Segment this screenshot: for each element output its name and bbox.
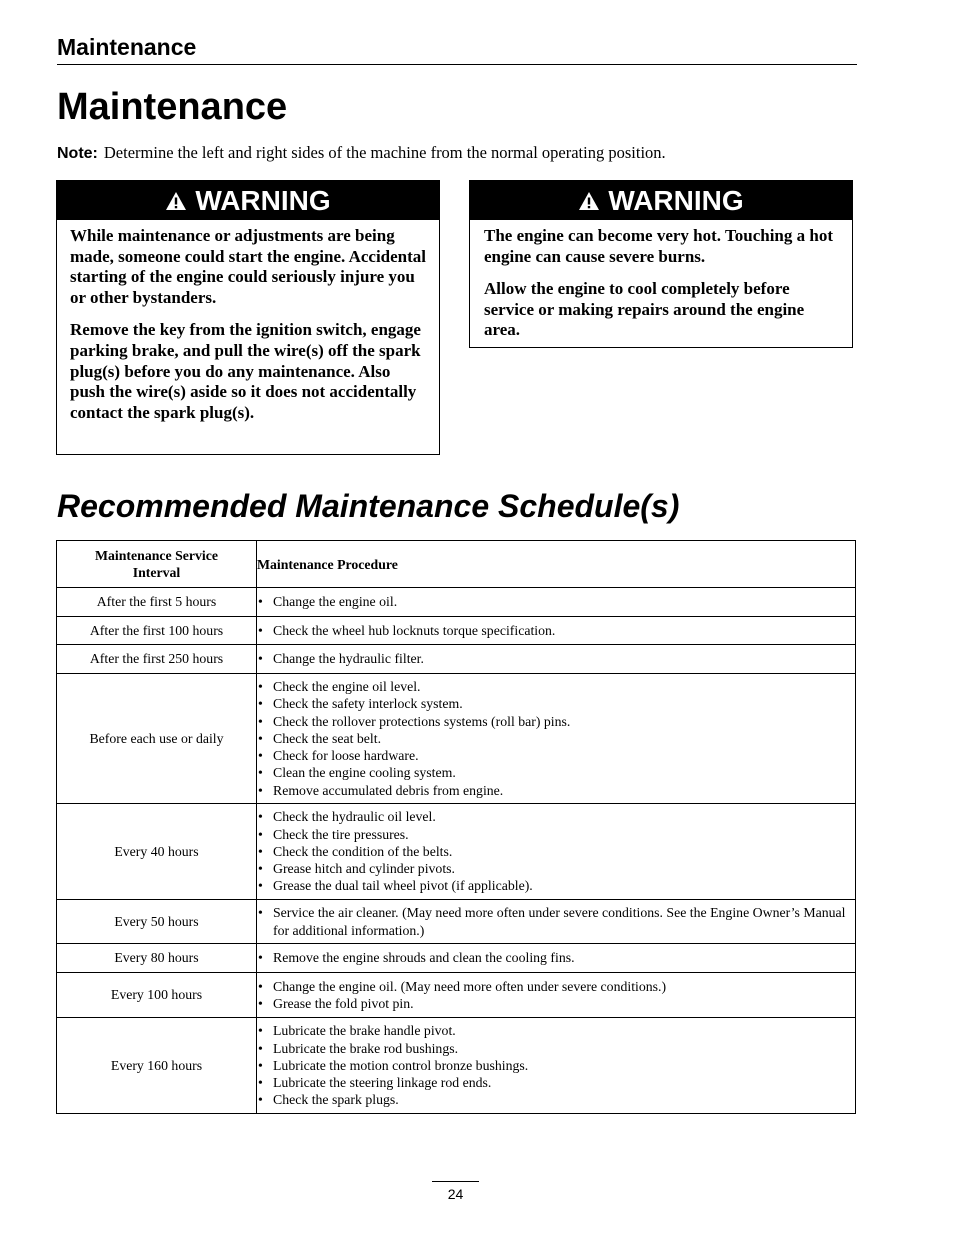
warning-box-maintenance — [56, 180, 440, 455]
procedure-item: • Change the hydraulic filter. — [257, 650, 855, 667]
procedure-cell — [257, 674, 856, 804]
schedule-title: Recommended Maintenance Schedule(s) — [57, 488, 680, 524]
table-row — [57, 900, 856, 944]
table-row — [57, 804, 856, 900]
service-interval: After the first 5 hours — [57, 588, 257, 617]
procedure-cell — [257, 588, 856, 617]
warning-heading: WARNING — [608, 184, 744, 216]
procedure-item: • Lubricate the motion control bronze bushings. — [257, 1057, 855, 1074]
procedure-item: • Grease the fold pivot pin. — [257, 995, 855, 1012]
service-interval: After the first 250 hours — [57, 645, 257, 674]
table-row — [57, 645, 856, 674]
service-interval: Every 50 hours — [57, 900, 257, 944]
service-interval: Before each use or daily — [57, 674, 257, 804]
procedure-item: • Check the seat belt. — [257, 730, 855, 747]
procedure-item: • Lubricate the steering linkage rod ends. — [257, 1074, 855, 1091]
procedure-cell — [257, 973, 856, 1018]
warning-box-hot-engine — [469, 180, 853, 348]
procedure-item: • Check the safety interlock system. — [257, 695, 855, 712]
procedure-item: • Grease the dual tail wheel pivot (if applicable). — [257, 877, 855, 894]
warning-body — [470, 220, 852, 349]
procedure-item: • Check the wheel hub locknuts torque specification. — [257, 622, 855, 639]
note-text: Determine the left and right sides of the machine from the normal operating position. — [103, 143, 666, 162]
table-row — [57, 973, 856, 1018]
procedure-list — [257, 904, 855, 938]
page-number: 24 — [432, 1181, 479, 1202]
procedure-item: • Grease hitch and cylinder pivots. — [257, 860, 855, 877]
header-procedure: Maintenance Procedure — [257, 541, 856, 588]
procedure-list — [257, 678, 855, 798]
procedure-item: • Service the air cleaner. (May need more often under severe conditions. See the Engine Owner’s Manual for additional information.) — [257, 904, 855, 938]
procedure-item: • Check the condition of the belts. — [257, 843, 855, 860]
procedure-cell — [257, 645, 856, 674]
procedure-cell — [257, 617, 856, 645]
warning-paragraph: Allow the engine to cool completely before service or making repairs around the engine area. — [484, 279, 805, 340]
procedure-list — [257, 650, 855, 667]
table-header-row — [57, 541, 856, 588]
warning-paragraph: Remove the key from the ignition switch, engage parking brake, and pull the wire(s) off the spark plug(s) before you do any maintenance. Also push the wire(s) aside so it does not accidentally contact the spark plug(s). — [70, 320, 421, 422]
procedure-list — [257, 622, 855, 639]
procedure-cell — [257, 804, 856, 900]
procedure-item: • Remove accumulated debris from engine. — [257, 782, 855, 799]
procedure-item: • Change the engine oil. (May need more often under severe conditions.) — [257, 978, 855, 995]
service-interval: Every 40 hours — [57, 804, 257, 900]
procedure-cell — [257, 1018, 856, 1114]
note-label: Note: — [57, 145, 98, 162]
warning-header — [470, 181, 852, 220]
service-interval: After the first 100 hours — [57, 617, 257, 645]
procedure-item: • Change the engine oil. — [257, 593, 855, 610]
header-interval: Maintenance Service Interval — [57, 541, 257, 588]
procedure-cell — [257, 944, 856, 973]
procedure-list — [257, 978, 855, 1012]
page-title: Maintenance — [57, 86, 288, 128]
procedure-item: • Lubricate the brake handle pivot. — [257, 1022, 855, 1039]
procedure-cell — [257, 900, 856, 944]
note — [57, 142, 857, 165]
procedure-list — [257, 808, 855, 894]
warning-triangle-icon — [165, 191, 187, 211]
warning-header — [57, 181, 439, 220]
warning-paragraph: The engine can become very hot. Touching a hot engine can cause severe burns. — [484, 226, 833, 266]
procedure-item: • Check the tire pressures. — [257, 826, 855, 843]
procedure-item: • Check the rollover protections systems (roll bar) pins. — [257, 713, 855, 730]
warning-paragraph: While maintenance or adjustments are being made, someone could start the engine. Accidental starting of the engine could seriously injure you or other bystanders. — [70, 226, 427, 307]
procedure-list — [257, 593, 855, 610]
table-row — [57, 1018, 856, 1114]
procedure-list — [257, 1022, 855, 1108]
warning-heading: WARNING — [195, 184, 331, 216]
running-head: Maintenance — [57, 33, 857, 65]
service-interval: Every 80 hours — [57, 944, 257, 973]
procedure-item: • Lubricate the brake rod bushings. — [257, 1040, 855, 1057]
procedure-list — [257, 949, 855, 966]
warning-body — [57, 220, 439, 431]
service-interval: Every 160 hours — [57, 1018, 257, 1114]
maintenance-schedule-table — [56, 540, 856, 1114]
table-row — [57, 674, 856, 804]
procedure-item: • Check the engine oil level. — [257, 678, 855, 695]
procedure-item: • Check for loose hardware. — [257, 747, 855, 764]
procedure-item: • Clean the engine cooling system. — [257, 764, 855, 781]
table-row — [57, 617, 856, 645]
warning-triangle-icon — [578, 191, 600, 211]
procedure-item: • Remove the engine shrouds and clean the cooling fins. — [257, 949, 855, 966]
procedure-item: • Check the hydraulic oil level. — [257, 808, 855, 825]
procedure-item: • Check the spark plugs. — [257, 1091, 855, 1108]
table-row — [57, 944, 856, 973]
service-interval: Every 100 hours — [57, 973, 257, 1018]
table-row — [57, 588, 856, 617]
